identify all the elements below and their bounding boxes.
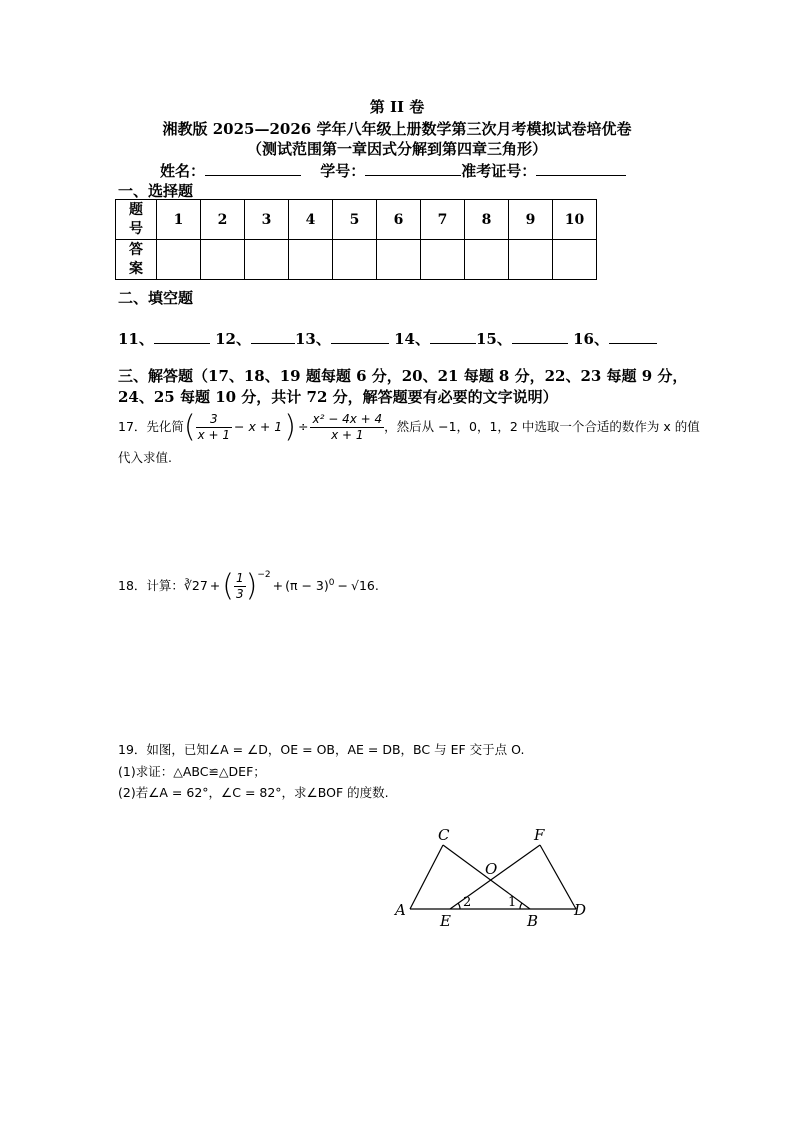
q18-prefix: 18．计算： (118, 578, 184, 594)
blank-label-12: 12、 (215, 330, 251, 348)
right-paren: ) (284, 409, 296, 445)
answer-cell[interactable] (289, 240, 333, 280)
blank-label-11: 11、 (118, 330, 154, 348)
minus-sign: − (337, 578, 348, 594)
answer-cell[interactable] (333, 240, 377, 280)
column-number: 7 (421, 200, 465, 240)
answer-cell[interactable] (157, 240, 201, 280)
fraction-1: $\frac{3}{x + 1}$ (197, 412, 231, 442)
blank-11[interactable] (154, 329, 210, 344)
exam-no-label: 准考证号： (461, 162, 537, 180)
left-paren: ( (183, 409, 196, 445)
label-B: B (527, 912, 539, 930)
row2-header: 答 案 (116, 240, 157, 280)
section2-title: 二、填空题 (118, 289, 194, 307)
column-number: 2 (201, 200, 245, 240)
angle-2-arc (458, 903, 460, 909)
angle-1-arc (520, 903, 522, 909)
fill-blank-line (118, 328, 657, 349)
answer-cell[interactable] (553, 240, 597, 280)
label-D: D (574, 901, 587, 919)
section1-title: 一、选择题 (118, 182, 194, 200)
column-number: 4 (289, 200, 333, 240)
q19-line1: 19．如图，已知∠A = ∠D，OE = OB，AE = DB，BC 与 EF 交于点 O. (118, 742, 525, 757)
q17-prefix: 17．先化简 (118, 419, 184, 434)
blank-label-16: 16、 (573, 330, 609, 348)
geometry-figure (390, 822, 600, 932)
blank-16[interactable] (609, 329, 657, 344)
blank-label-15: 15、 (475, 330, 512, 348)
label-F: F (534, 826, 545, 844)
column-number: 10 (553, 200, 597, 240)
q17-middle: − x + 1 (234, 419, 283, 434)
answer-cell[interactable] (421, 240, 465, 280)
plus-sign: + (272, 578, 284, 594)
sqrt-16: √16 (350, 578, 375, 594)
label-O: O (485, 860, 498, 878)
q19-line2: (1)求证：△ABC≌△DEF； (118, 764, 266, 779)
period: . (374, 578, 379, 594)
answer-cell[interactable] (245, 240, 289, 280)
label-angle-1: 1 (508, 895, 517, 910)
exponent-zero: 0 (328, 578, 335, 588)
id-label: 学号： (320, 162, 366, 180)
label-E: E (440, 912, 451, 930)
segment-AC (410, 845, 443, 909)
exam-title: 湘教版 2025—2026 学年八年级上册数学第三次月考模拟试卷培优卷 (162, 120, 632, 138)
answer-row (116, 240, 597, 280)
name-label: 姓名： (160, 162, 206, 180)
pi-minus-3: (π − 3) (285, 578, 329, 594)
column-number: 5 (333, 200, 377, 240)
column-number: 6 (377, 200, 421, 240)
answer-cell[interactable] (201, 240, 245, 280)
blank-13[interactable] (331, 329, 389, 344)
question-number-row (116, 200, 597, 240)
label-A: A (395, 901, 406, 919)
q17-line2: 代入求值. (118, 450, 172, 465)
column-number: 3 (245, 200, 289, 240)
section3-title-line2: 24、25 每题 10 分，共计 72 分，解答题要有必要的文字说明） (118, 388, 558, 406)
answer-table (115, 199, 597, 280)
left-paren: ( (222, 568, 234, 604)
fraction-one-third: $\frac{1}{3}$ (235, 571, 244, 602)
exponent-minus-2: −2 (257, 570, 271, 580)
label-angle-2: 2 (463, 895, 472, 910)
column-number: 8 (465, 200, 509, 240)
fraction-2: $\frac{\text{x² − 4x + 4}}{x + 1}$ (312, 412, 383, 442)
volume-title: 第 II 卷 (369, 98, 425, 116)
q19-line3: (2)若∠A = 62°，∠C = 82°，求∠BOF 的度数. (118, 785, 389, 800)
plus-sign: + (209, 578, 221, 594)
cube-root-27: ∛27 (183, 578, 208, 594)
answer-cell[interactable] (377, 240, 421, 280)
column-number: 9 (509, 200, 553, 240)
exam-scope: （测试范围第一章因式分解到第四章三角形） (246, 140, 547, 158)
name-blank[interactable] (205, 161, 301, 176)
answer-cell[interactable] (509, 240, 553, 280)
row1-header: 题 号 (116, 200, 157, 240)
exam-no-blank[interactable] (536, 161, 626, 176)
q17-suffix: ，然后从 −1，0，1，2 中选取一个合适的数作为 x 的值 (384, 419, 700, 434)
question-18 (118, 564, 379, 606)
label-C: C (438, 826, 450, 844)
column-number: 1 (157, 200, 201, 240)
question-17 (118, 408, 700, 447)
blank-15[interactable] (512, 329, 568, 344)
id-blank[interactable] (365, 161, 461, 176)
blank-12[interactable] (251, 329, 295, 344)
student-info-line (160, 160, 626, 181)
blank-label-14: 14、 (394, 330, 430, 348)
answer-cell[interactable] (465, 240, 509, 280)
divide-sign: ÷ (297, 419, 309, 434)
segment-FD (540, 845, 576, 909)
blank-label-13: 13、 (294, 330, 331, 348)
section3-title-line1: 三、解答题（17、18、19 题每题 6 分，20、21 每题 8 分，22、23 每题 9 分， (118, 367, 688, 385)
right-paren: ) (245, 568, 258, 604)
blank-14[interactable] (430, 329, 476, 344)
